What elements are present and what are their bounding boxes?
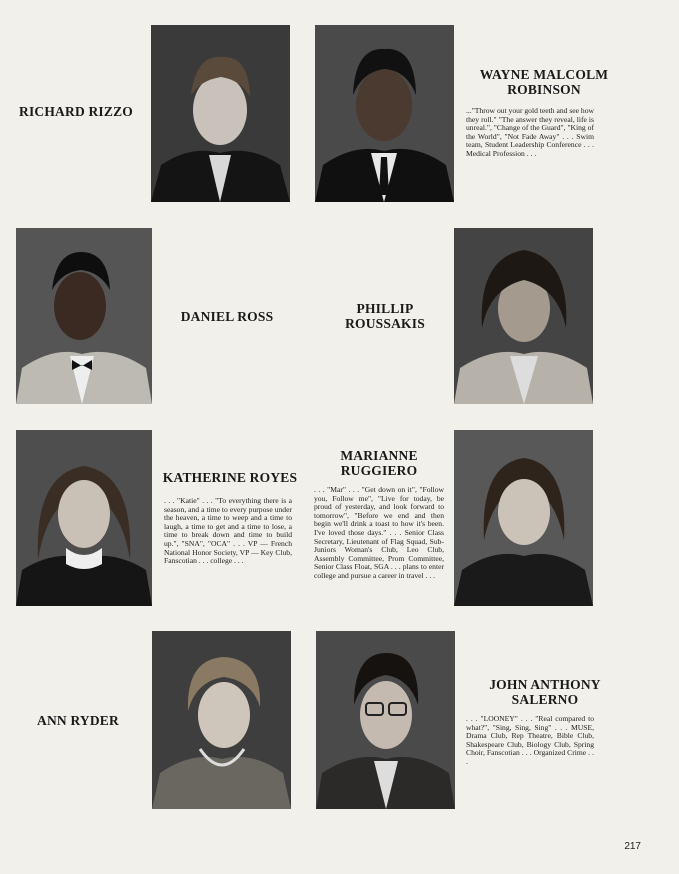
student-name-katherine-royes: KATHERINE ROYES xyxy=(162,470,298,485)
name-line-2: ROUSSAKIS xyxy=(345,316,425,331)
name-line-1: PHILLIP xyxy=(356,301,414,316)
portrait-photo-daniel-ross xyxy=(16,228,152,404)
portrait-photo-phillip-roussakis xyxy=(454,228,593,404)
student-name-ann-ryder: ANN RYDER xyxy=(37,713,119,728)
name-line-2: SALERNO xyxy=(511,692,579,707)
student-bio-john-salerno: . . . "LOONEY" . . . "Real compared to what?", "Sing, Sing, Sing" . . . MUSE, Drama Club, Rep Theatre, Bible Club, Shakespeare Club, Biology Club, Spring Choir, Fanscotian . . . Organized Crime . . . xyxy=(466,714,594,766)
portrait-photo-john-salerno xyxy=(316,631,455,809)
name-line-2: RUGGIERO xyxy=(340,463,418,478)
name-line-1: WAYNE MALCOLM xyxy=(479,67,609,82)
student-name-phillip-roussakis xyxy=(322,301,448,331)
student-name-wayne-robinson xyxy=(460,67,628,97)
page-number: 217 xyxy=(624,841,641,852)
portrait-photo-marianne-ruggiero xyxy=(454,430,593,606)
student-bio-wayne-robinson: ..."Throw out your gold teeth and see how they roll." "The answer they reveal, life is unreal.", "Change of the Guard", "King of the World", "Not Fade Away" . . . Swim team, Student Leadership Conference . . . Medical Profession . . . xyxy=(466,106,594,158)
name-line-2: ROBINSON xyxy=(507,82,581,97)
student-bio-marianne-ruggiero: . . . "Mar" . . . "Get down on it", "Follow you, Follow me", "Live for today, be proud of yesterday, and look forward to tomorrow", "Before we end and then begin we'll drink a toast to how it's been. I've loved those days." . . . Senior Class Secretary, Lieutenant of Flag Squad, Sub-Juniors Woman's Club, Leo Club, Assembly Committee, Prom Committee, Senior Class Float, SGA . . . plans to enter college and pursue a career in travel . . . xyxy=(314,485,444,580)
student-bio-katherine-royes: . . . "Katie" . . . "To everything there is a season, and a time to every purpose under the heaven, a time to weep and a time to laugh, a time to get and a time to lose, a time to break down and time to build up.", "SNA", "OCA" . . . VP — French National Honor Society, VP — Key Club, Fanscotian . . . college . . . xyxy=(164,496,292,566)
student-name-marianne-ruggiero xyxy=(314,448,444,478)
student-name-daniel-ross: DANIEL ROSS xyxy=(180,309,274,324)
name-line-1: JOHN ANTHONY xyxy=(489,677,601,692)
student-name-john-salerno xyxy=(462,677,628,707)
portrait-photo-richard-rizzo xyxy=(151,25,290,202)
portrait-photo-ann-ryder xyxy=(152,631,291,809)
portrait-photo-katherine-royes xyxy=(16,430,152,606)
name-line-1: MARIANNE xyxy=(340,448,418,463)
portrait-photo-wayne-robinson xyxy=(315,25,454,202)
student-name-richard-rizzo: RICHARD RIZZO xyxy=(19,104,133,119)
